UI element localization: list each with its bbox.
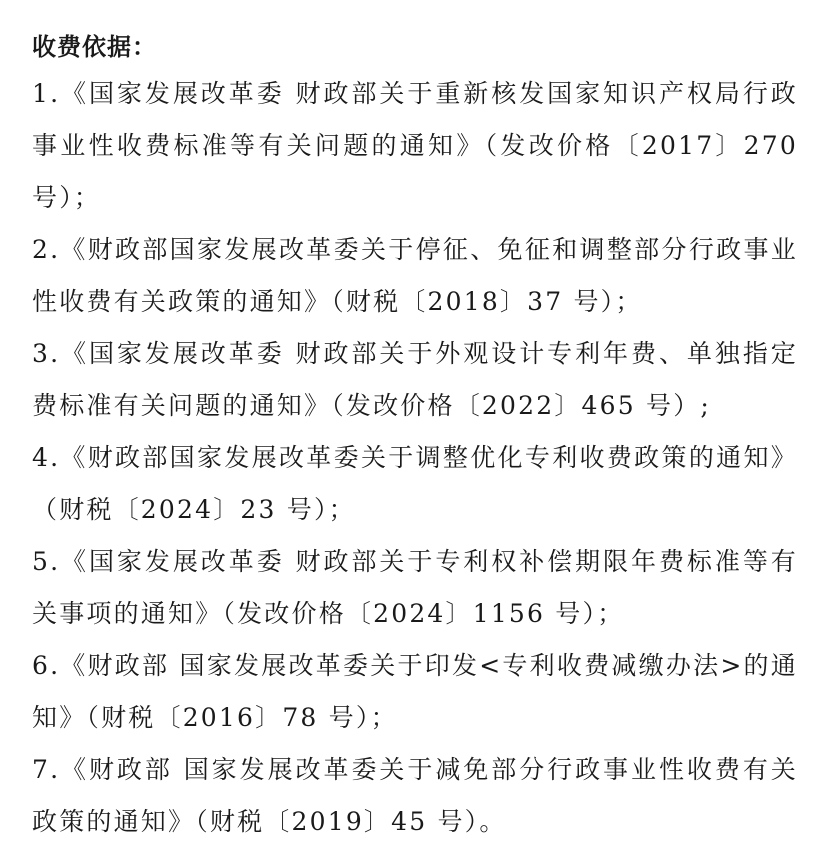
basis-item-7: 7.《财政部 国家发展改革委关于减免部分行政事业性收费有关政策的通知》（财税〔2019〕45 号）。: [32, 755, 798, 836]
basis-item-2: 2.《财政部国家发展改革委关于停征、免征和调整部分行政事业性收费有关政策的通知》（财税〔2018〕37 号）；: [32, 235, 798, 316]
basis-item-1: 1.《国家发展改革委 财政部关于重新核发国家知识产权局行政事业性收费标准等有关问题的通知》（发改价格〔2017〕270 号）；: [32, 79, 798, 212]
basis-item-6: 6.《财政部 国家发展改革委关于印发<专利收费减缴办法>的通知》（财税〔2016〕78 号）；: [32, 651, 798, 732]
section-heading: 收费依据：: [32, 33, 157, 61]
fee-basis-document: [32, 26, 798, 848]
basis-item-5: 5.《国家发展改革委 财政部关于专利权补偿期限年费标准等有关事项的通知》（发改价格〔2024〕1156 号）；: [32, 547, 798, 628]
basis-item-3: 3.《国家发展改革委 财政部关于外观设计专利年费、单独指定费标准有关问题的通知》（发改价格〔2022〕465 号）;: [32, 339, 798, 420]
basis-item-4: 4.《财政部国家发展改革委关于调整优化专利收费政策的通知》（财税〔2024〕23 号）；: [32, 443, 798, 524]
